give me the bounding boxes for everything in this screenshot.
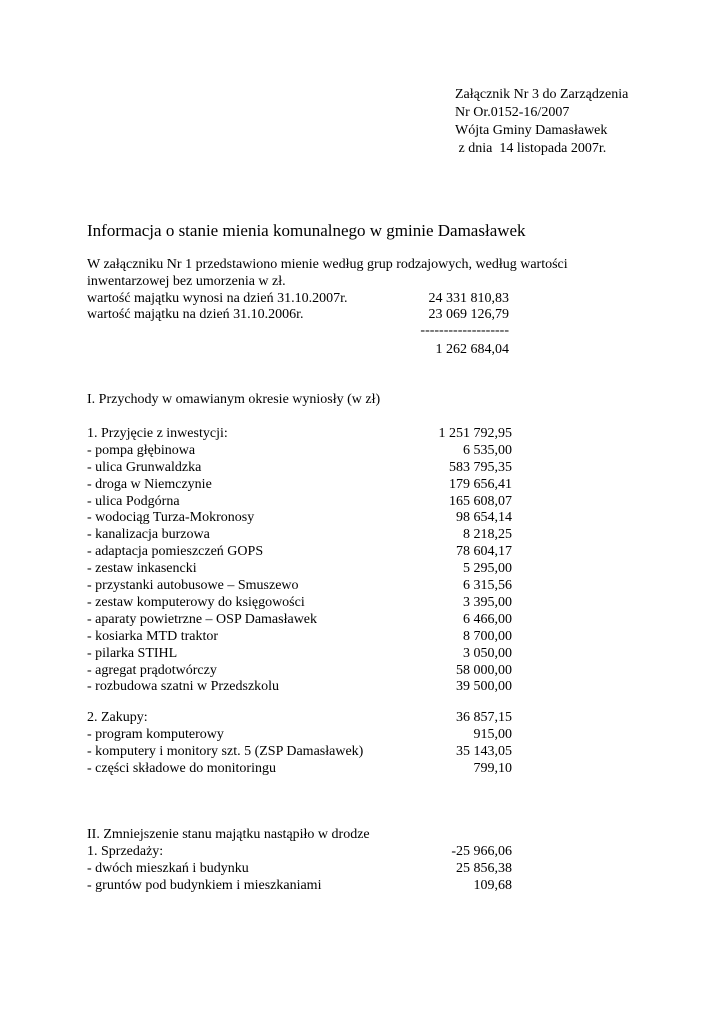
section2-heading: II. Zmniejszenie stanu majątku nastąpiło w drodze: [87, 827, 370, 842]
investment-item-row-amount: 179 656,41: [449, 477, 512, 492]
header-line-3: Wójta Gminy Damasławek: [455, 123, 608, 138]
purchase-item-row-amount: 35 143,05: [456, 744, 512, 759]
section1-heading: I. Przychody w omawianym okresie wyniosły (w zł): [87, 392, 381, 407]
investment-item-row-label: - zestaw komputerowy do księgowości: [87, 595, 305, 610]
investment-item-row: [87, 678, 512, 695]
purchase-item-row-label: - program komputerowy: [87, 727, 224, 742]
header-line-1: Załącznik Nr 3 do Zarządzenia: [455, 87, 629, 102]
investment-item-row: [87, 476, 512, 493]
value-row-2007: [87, 290, 509, 307]
value-row-amount: 24 331 810,83: [428, 291, 509, 306]
purchase-item-row-label: - części składowe do monitoringu: [87, 761, 276, 776]
intro-line-2: inwentarzowej bez umorzenia w zł.: [87, 274, 286, 289]
investments-total-row-label: 1. Przyjęcie z inwestycji:: [87, 426, 228, 441]
purchases-total-row-label: 2. Zakupy:: [87, 710, 148, 725]
investment-item-row-amount: 6 535,00: [463, 443, 512, 458]
investment-item-row-label: - kanalizacja burzowa: [87, 527, 210, 542]
investment-item-row: [87, 526, 512, 543]
investment-item-row: [87, 577, 512, 594]
intro-line-1: W załączniku Nr 1 przedstawiono mienie według grup rodzajowych, według wartości: [87, 257, 568, 272]
difference-row: [87, 341, 509, 358]
investment-item-row: [87, 493, 512, 510]
investment-item-row-amount: 78 604,17: [456, 544, 512, 559]
sales-total-row-label: 1. Sprzedaży:: [87, 844, 164, 859]
sales-total-row-amount: -25 966,06: [451, 844, 512, 859]
investment-item-row-amount: 8 218,25: [463, 527, 512, 542]
purchase-item-row-amount: 799,10: [473, 761, 512, 776]
investment-item-row-label: - ulica Grunwaldzka: [87, 460, 202, 475]
purchase-item-row-label: - komputery i monitory szt. 5 (ZSP Damasławek): [87, 744, 364, 759]
investment-item-row-amount: 165 608,07: [449, 494, 512, 509]
investment-item-row: [87, 594, 512, 611]
sales-item-row-label: - gruntów pod budynkiem i mieszkaniami: [87, 878, 322, 893]
investment-item-row-amount: 3 050,00: [463, 646, 512, 661]
investment-item-row-label: - droga w Niemczynie: [87, 477, 212, 492]
investment-item-row: [87, 459, 512, 476]
intro-paragraph: [87, 256, 647, 290]
investment-item-row-label: - przystanki autobusowe – Smuszewo: [87, 578, 299, 593]
separator-dashes: -------------------: [420, 323, 509, 338]
investment-item-row: [87, 611, 512, 628]
investment-item-row-amount: 39 500,00: [456, 679, 512, 694]
purchase-item-row: [87, 743, 512, 760]
investments-total-row: [87, 425, 512, 442]
investment-item-row-label: - rozbudowa szatni w Przedszkolu: [87, 679, 280, 694]
investment-item-row-amount: 8 700,00: [463, 629, 512, 644]
investment-item-row: [87, 560, 512, 577]
header-block: [455, 86, 628, 158]
investment-item-row: [87, 543, 512, 560]
value-row-label: wartość majątku wynosi na dzień 31.10.2007r.: [87, 291, 348, 306]
sales-item-row: [87, 860, 512, 877]
investment-item-row: [87, 442, 512, 459]
sales-total-row: [87, 843, 512, 860]
header-line-4: z dnia 14 listopada 2007r.: [455, 141, 607, 156]
value-row-2006: [87, 306, 509, 323]
purchase-item-row: [87, 760, 512, 777]
investment-item-row-amount: 583 795,35: [449, 460, 512, 475]
sales-item-row: [87, 877, 512, 894]
header-line-2: Nr Or.0152-16/2007: [455, 105, 570, 120]
investment-item-row-amount: 5 295,00: [463, 561, 512, 576]
investment-item-row: [87, 662, 512, 679]
investment-item-row-label: - adaptacja pomieszczeń GOPS: [87, 544, 264, 559]
purchases-total-row-amount: 36 857,15: [456, 710, 512, 725]
sales-item-row-label: - dwóch mieszkań i budynku: [87, 861, 249, 876]
document-title: Informacja o stanie mienia komunalnego w gminie Damasławek: [87, 221, 526, 240]
difference-amount: 1 262 684,04: [435, 342, 509, 357]
investment-item-row: [87, 628, 512, 645]
investment-item-row-label: - pompa głębinowa: [87, 443, 196, 458]
investments-total-row-amount: 1 251 792,95: [438, 426, 512, 441]
sum-separator: [87, 322, 509, 339]
investment-item-row-label: - aparaty powietrzne – OSP Damasławek: [87, 612, 318, 627]
purchase-item-row-amount: 915,00: [473, 727, 512, 742]
investment-item-row: [87, 509, 512, 526]
purchase-item-row: [87, 726, 512, 743]
investment-item-row-label: - zestaw inkasencki: [87, 561, 197, 576]
value-row-label: wartość majątku na dzień 31.10.2006r.: [87, 307, 304, 322]
investment-item-row-amount: 6 315,56: [463, 578, 512, 593]
investment-item-row-label: - wodociąg Turza-Mokronosy: [87, 510, 255, 525]
investment-item-row-label: - pilarka STIHL: [87, 646, 178, 661]
sales-item-row-amount: 109,68: [473, 878, 512, 893]
investment-item-row-amount: 58 000,00: [456, 663, 512, 678]
investment-item-row-amount: 6 466,00: [463, 612, 512, 627]
investment-item-row-label: - agregat prądotwórczy: [87, 663, 217, 678]
purchases-total-row: [87, 709, 512, 726]
investment-item-row-amount: 3 395,00: [463, 595, 512, 610]
value-row-amount: 23 069 126,79: [428, 307, 509, 322]
sales-item-row-amount: 25 856,38: [456, 861, 512, 876]
investment-item-row-label: - ulica Podgórna: [87, 494, 180, 509]
investment-item-row: [87, 645, 512, 662]
investment-item-row-amount: 98 654,14: [456, 510, 512, 525]
investment-item-row-label: - kosiarka MTD traktor: [87, 629, 219, 644]
